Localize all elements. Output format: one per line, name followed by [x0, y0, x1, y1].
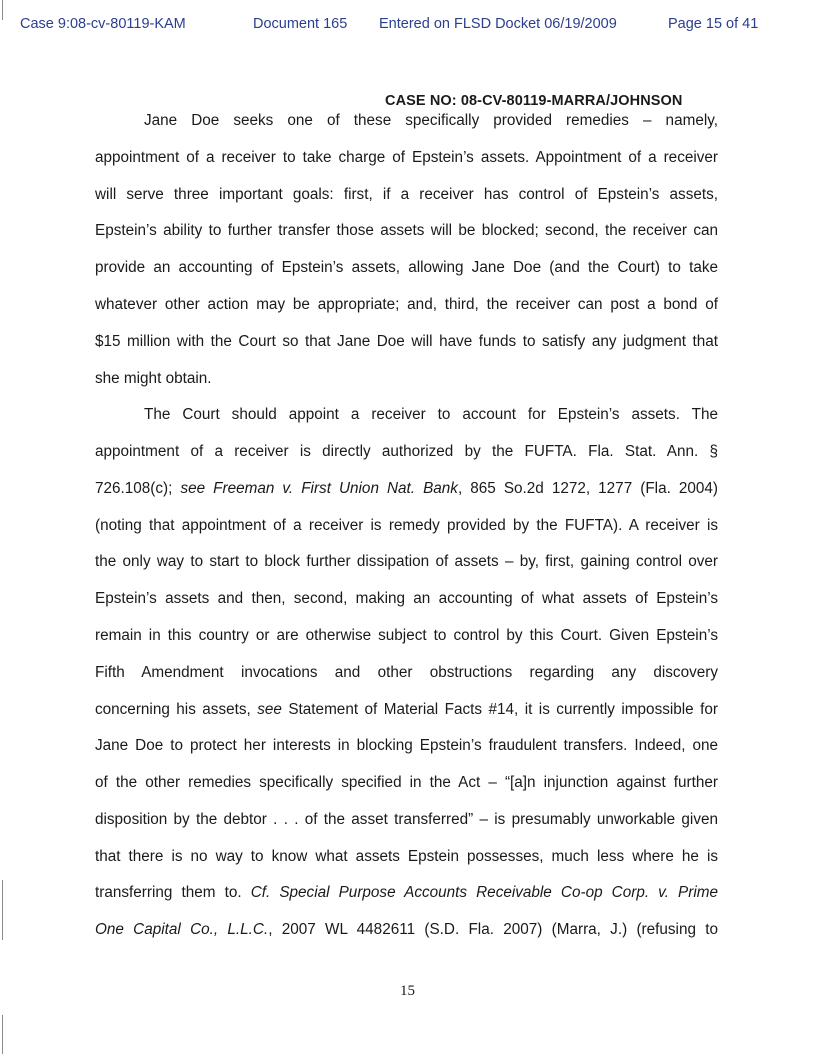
case-citation: Cf. Special Purpose Accounts Receivable Co-op Corp. v. Prime	[250, 884, 718, 901]
text-line: Fifth Amendment invocations and other obstructions regarding any discovery	[95, 664, 718, 681]
text-line: of the other remedies specifically specified in the Act – “[a]n injunction against further	[95, 774, 718, 791]
scan-edge-line	[2, 0, 3, 20]
line-segment: transferring them to.	[95, 884, 251, 901]
text-line: remain in this country or are otherwise subject to control by this Court. Given Epstein’s	[95, 627, 718, 644]
text-line: provide an accounting of Epstein’s assets, allowing Jane Doe (and the Court) to take	[95, 259, 718, 276]
text-line: disposition by the debtor . . . of the asset transferred” – is presumably unworkable given	[95, 811, 718, 828]
scan-edge-line	[2, 880, 3, 940]
text-line: will serve three important goals: first, if a receiver has control of Epstein’s assets,	[95, 186, 718, 203]
header-document-number: Document 165	[253, 16, 348, 32]
page-number: 15	[400, 983, 415, 999]
text-line	[95, 883, 718, 903]
text-line: The Court should appoint a receiver to account for Epstein’s assets. The	[144, 406, 718, 423]
text-line	[95, 700, 718, 720]
header-case-number: Case 9:08-cv-80119-KAM	[20, 16, 186, 32]
text-line: Epstein’s ability to further transfer those assets will be blocked; second, the receiver can	[95, 222, 718, 239]
text-line: (noting that appointment of a receiver is remedy provided by the FUFTA). A receiver is	[95, 517, 718, 534]
text-line: whatever other action may be appropriate; and, third, the receiver can post a bond of	[95, 296, 718, 313]
signal-word: see	[257, 701, 282, 718]
line-segment: Statement of Material Facts #14, it is currently impossible for	[281, 701, 718, 718]
header-docket-entry: Entered on FLSD Docket 06/19/2009	[379, 16, 617, 32]
header-page-count: Page 15 of 41	[668, 16, 759, 32]
text-line: Epstein’s assets and then, second, making an accounting of what assets of Epstein’s	[95, 590, 718, 607]
case-citation: see Freeman v. First Union Nat. Bank	[180, 480, 458, 497]
text-line: $15 million with the Court so that Jane Doe will have funds to satisfy any judgment that	[95, 333, 718, 350]
case-citation: One Capital Co., L.L.C.	[95, 921, 269, 938]
line-segment: concerning his assets,	[95, 701, 258, 718]
text-line: Jane Doe to protect her interests in blocking Epstein’s fraudulent transfers. Indeed, one	[95, 737, 718, 754]
scan-edge-line	[2, 1015, 3, 1054]
text-line: appointment of a receiver is directly authorized by the FUFTA. Fla. Stat. Ann. §	[95, 443, 718, 460]
text-line: she might obtain.	[95, 370, 212, 387]
case-caption: CASE NO: 08-CV-80119-MARRA/JOHNSON	[385, 93, 683, 109]
line-segment: , 865 So.2d 1272, 1277 (Fla. 2004)	[457, 480, 719, 497]
text-line: that there is no way to know what assets Epstein possesses, much less where he is	[95, 848, 718, 865]
text-line: appointment of a receiver to take charge of Epstein’s assets. Appointment of a receiver	[95, 149, 718, 166]
line-segment: , 2007 WL 4482611 (S.D. Fla. 2007) (Marra, J.) (refusing to	[268, 921, 718, 938]
text-line	[95, 479, 718, 499]
line-segment: 726.108(c);	[95, 480, 181, 497]
text-line: the only way to start to block further dissipation of assets – by, first, gaining control over	[95, 553, 718, 570]
text-line	[95, 920, 718, 940]
text-line: Jane Doe seeks one of these specifically provided remedies – namely,	[144, 112, 718, 129]
